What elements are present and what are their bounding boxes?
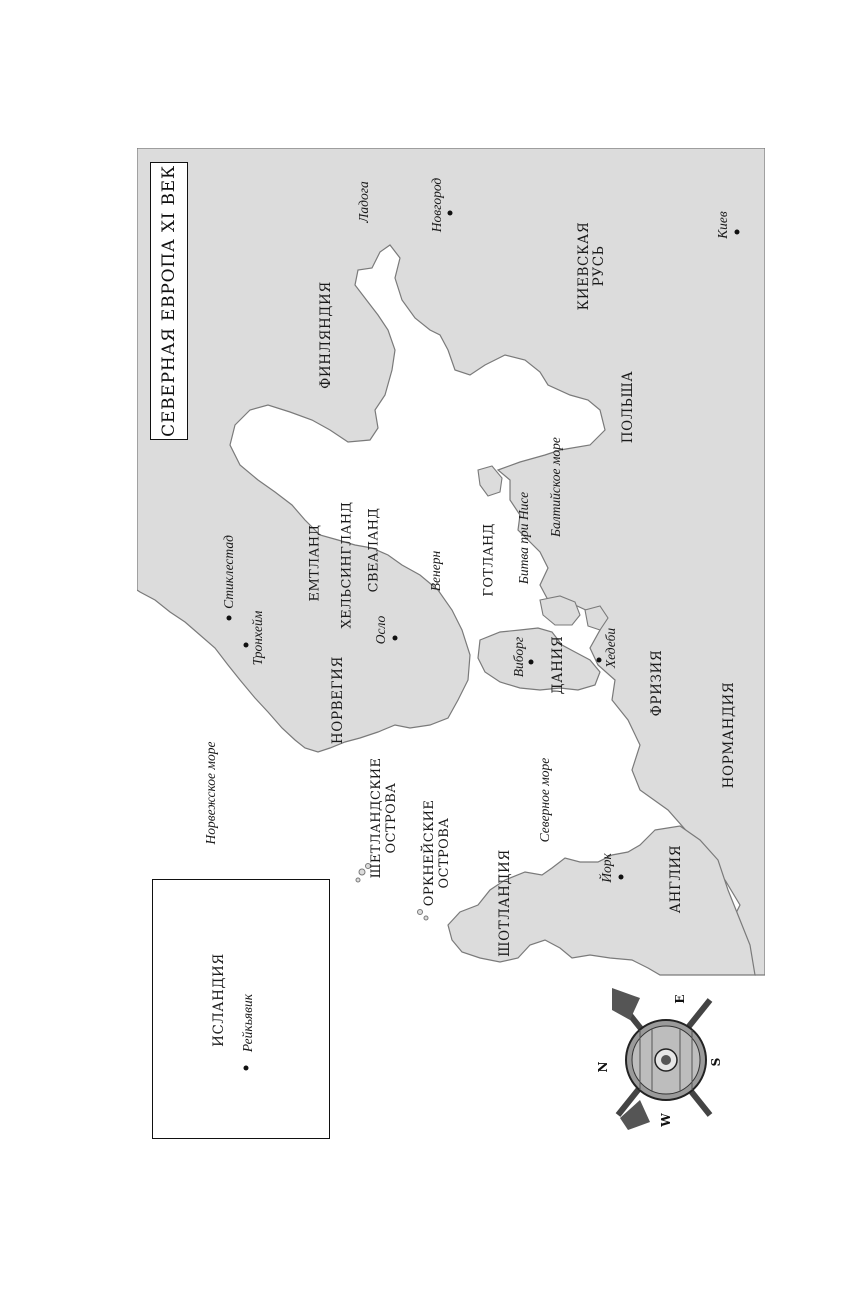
label-novgorod: Новгород: [429, 177, 444, 233]
label-reykjavik: Рейкьявик: [240, 993, 255, 1053]
label-england: АНГЛИЯ: [668, 844, 684, 914]
land-hebrides: [455, 980, 495, 1010]
label-halsingland: ХЕЛЬСИНГЛАНД: [339, 501, 355, 629]
label-scotland: ШОТЛАНДИЯ: [497, 849, 513, 957]
marker-york: [619, 875, 624, 880]
label-iceland: ИСЛАНДИЯ: [211, 953, 227, 1047]
label-poland: ПОЛЬША: [620, 370, 636, 444]
compass-south: S: [709, 1057, 723, 1067]
label-frisia: ФРИЗИЯ: [649, 649, 665, 717]
compass-rose: [612, 988, 710, 1130]
label-normandy: НОРМАНДИЯ: [721, 681, 737, 789]
label-baltic-sea: Балтийское море: [548, 437, 563, 537]
label-jamtland: ЕМТЛАНД: [307, 524, 323, 602]
marker-kiev: [735, 230, 740, 235]
label-orkney-line1: ОРКНЕЙСКИЕ: [422, 799, 437, 907]
compass-east: E: [673, 994, 687, 1004]
label-orkney-islands: [422, 800, 452, 906]
label-oslo: Осло: [373, 615, 388, 645]
label-gotland: ГОТЛАНД: [481, 523, 497, 597]
label-kievan-rus-line2: РУСЬ: [591, 245, 607, 287]
label-trondheim: Тронхейм: [250, 610, 265, 666]
compass-north: N: [596, 1061, 610, 1073]
marker-stiklestad: [227, 616, 232, 621]
label-denmark: ДАНИЯ: [550, 635, 566, 695]
map-title: СЕВЕРНАЯ ЕВРОПА XI ВЕК: [159, 165, 179, 437]
label-kievan-rus-line1: КИЕВСКАЯ: [576, 221, 592, 311]
land-jutland: [478, 628, 600, 690]
marker-viborg: [529, 660, 534, 665]
label-venern: Венерн: [428, 550, 443, 592]
label-norway: НОРВЕГИЯ: [330, 655, 346, 745]
label-shetland-line1: ШЕТЛАНДСКИЕ: [369, 757, 384, 879]
label-finland: ФИНЛЯНДИЯ: [318, 281, 334, 389]
marker-hedeby: [597, 658, 602, 663]
label-shetland-line2: ОСТРОВА: [384, 782, 399, 854]
label-viborg: Виборг: [511, 636, 526, 678]
marker-novgorod: [448, 211, 453, 216]
label-svealand: СВЕАЛАНД: [366, 507, 382, 593]
label-norwegian-sea: Норвежское море: [203, 741, 218, 845]
label-north-sea: Северное море: [537, 757, 552, 843]
label-stiklestad: Стиклестад: [221, 535, 236, 609]
label-ladoga: Ладога: [356, 181, 371, 223]
label-orkney-line2: ОСТРОВА: [437, 817, 452, 889]
label-hedeby: Хедеби: [603, 627, 618, 669]
label-shetland-islands: [369, 758, 399, 879]
land-orkney-isles: [418, 910, 429, 921]
label-york: Йорк: [599, 853, 614, 883]
marker-oslo: [393, 636, 398, 641]
label-battle-of-nisa: Битва при Нисе: [516, 491, 531, 585]
label-kiev: Киев: [715, 211, 730, 239]
compass-west: W: [659, 1113, 673, 1127]
marker-reykjavik: [244, 1066, 249, 1071]
label-kievan-rus: [577, 222, 607, 311]
marker-trondheim: [244, 643, 249, 648]
